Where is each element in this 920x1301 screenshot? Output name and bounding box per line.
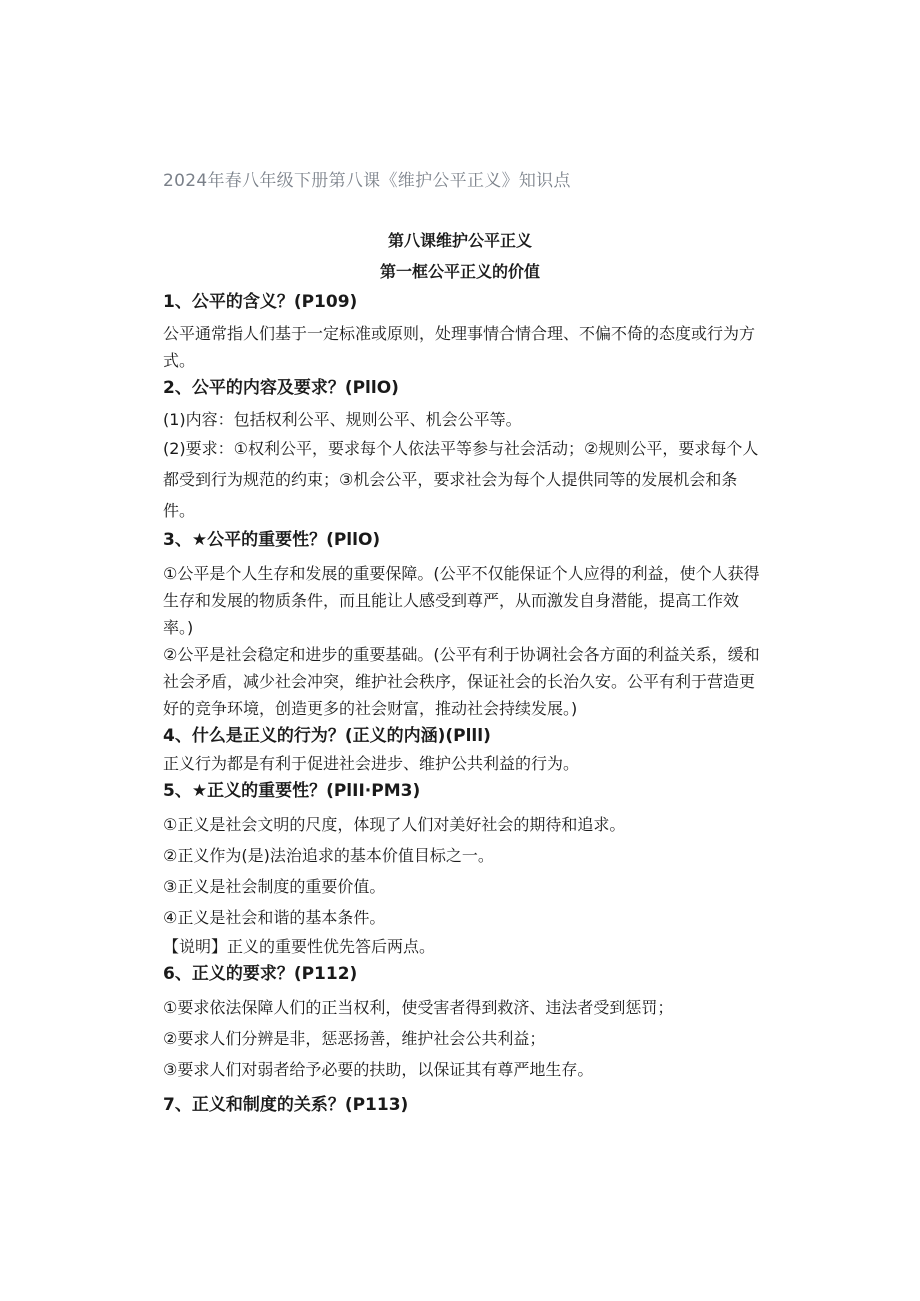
question-6-point: ③要求人们对弱者给予必要的扶助，以保证其有尊严地生存。 (163, 1060, 594, 1079)
question-5-point: ④正义是社会和谐的基本条件。 (163, 908, 386, 927)
question-3-point-2: ②公平是社会稳定和进步的重要基础。(公平有利于协调社会各方面的利益关系，缓和社会矛盾，减少社会冲突，维护社会秩序，保证社会的长治久安。公平有利于营造更好的竞争环境，创造更多的社会财富，推动社会持续发展。) (163, 645, 760, 718)
question-7-heading: 7、正义和制度的关系？(P113) (163, 1095, 409, 1115)
question-2-content: (1)内容：包括权利公平、规则公平、机会公平等。 (163, 410, 522, 429)
question-2-heading: 2、公平的内容及要求？(PllO) (163, 378, 399, 398)
question-6-point: ①要求依法保障人们的正当权利，使受害者得到救济、违法者受到惩罚； (163, 998, 674, 1017)
question-3-point-1: ①公平是个人生存和发展的重要保障。(公平不仅能保证个人应得的利益，使个人获得生存和发展的物质条件，而且能让人感受到尊严，从而激发自身潜能，提高工作效率。) (163, 564, 760, 637)
question-2-requirement: (2)要求：①权利公平，要求每个人依法平等参与社会活动；②规则公平，要求每个人都受到行为规范的约束；③机会公平，要求社会为每个人提供同等的发展机会和条件。 (163, 439, 759, 520)
notes-body (163, 288, 763, 1119)
lesson-title: 第八课维护公平正义 (387, 231, 532, 250)
question-6-heading: 6、正义的要求？(P112) (163, 964, 358, 984)
question-1-answer: 公平通常指人们基于一定标准或原则，处理事情合情合理、不偏不倚的态度或行为方式。 (163, 324, 756, 370)
question-5-note: 【说明】正义的重要性优先答后两点。 (163, 937, 436, 956)
question-5-heading: 5、★正义的重要性？(PlII·PM3) (163, 781, 421, 801)
question-4-answer: 正义行为都是有利于促进社会进步、维护公共利益的行为。 (163, 754, 580, 773)
section-title: 第一框公平正义的价值 (379, 262, 540, 281)
question-5-point: ①正义是社会文明的尺度，体现了人们对美好社会的期待和追求。 (163, 815, 626, 834)
question-5-point: ②正义作为(是)法治追求的基本价值目标之一。 (163, 846, 494, 865)
question-4-heading: 4、什么是正义的行为？(正义的内涵)(Plll) (163, 726, 491, 746)
question-1-heading: 1、公平的含义？(P109) (163, 292, 358, 312)
question-3-heading: 3、★公平的重要性？(PllO) (163, 530, 381, 550)
document-title: 2024年春八年级下册第八课《维护公平正义》知识点 (163, 171, 571, 191)
question-5-point: ③正义是社会制度的重要价值。 (163, 877, 386, 896)
question-6-point: ②要求人们分辨是非，惩恶扬善，维护社会公共利益； (163, 1029, 546, 1048)
